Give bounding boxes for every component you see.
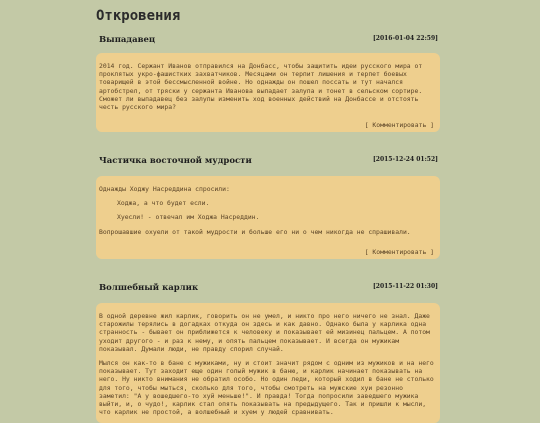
post-date: [2015-12-24 01:52]: [372, 156, 438, 163]
post-title[interactable]: Волшебный карлик: [99, 283, 199, 293]
post-text: 2014 год. Сержант Иванов отправился на Донбасс, чтобы защитить идеи русского мира от проклятых укро-фашистких захватчиков. Месяцами он терпит лишения и терпет боевых товарищей в этой бессмысленной войне. Но однажды он пошел поссать и тут начался артобстрел, от тряски у сержанта Иванова выпадает залупа и тонет в сельском сортире. Сможет ли выпадавец без залупы изменить ход военных действий на Донбассе и отстоять честь русского мира?: [99, 62, 423, 112]
post-card: [96, 176, 440, 259]
post-title[interactable]: Выпадавец: [99, 35, 156, 45]
post-text: Однажды Ходжу Насреддина спросили:: [99, 185, 230, 193]
post-text: Мылся он как-то в бане с мужиками, ну и стоит значит рядом с одним из мужиков и на него показывает. Тут заходит еще один голый мужик в баню, и карлик начинает показывать на него. Ну никто внимания не обратил особо. Но один леди, который ходил в бане не столько для того, чтобы мыться, сколько для того, чтобы смотреть на мужские хуи резонно заметил: "А у вошедшего-то хуй меньше!". И правда! Тогда попросили заведшего мужика выйти, и, о чудо!, карлик стал опять показывать на предыдущего. Так и пришли к мысли, что карлик не простой, а волшебный и хуем у людей сравнивать.: [99, 359, 434, 417]
post-header: [96, 35, 440, 49]
post-date: [2016-01-04 22:59]: [372, 35, 438, 42]
site-title[interactable]: Откровения: [96, 8, 181, 24]
post-title[interactable]: Частичка восточной мудрости: [99, 156, 252, 166]
post-header: [96, 156, 440, 170]
post-text: Вопрошавшие охуели от такой мудрости и больше его ни о чем никогда не спрашивали.: [99, 227, 411, 236]
post-text: В одной деревне жил карлик, говорить он не умел, и никто про него ничего не знал. Даже старожилы терялись в догадках откуда он здесь и как давно. Однако была у карлика одна странность - бывает он приближется к человеку и показывает ей мизинец пальцем. А потом уходит другого - и раз к нему, и опять пальцем показывает. И всегда он мужикам показывал. Думали люди, не правду спорил случай.: [99, 312, 430, 353]
post-card: [96, 303, 440, 423]
post-header: [96, 283, 440, 297]
post-card: [96, 53, 440, 132]
post-date: [2015-11-22 01:30]: [372, 283, 438, 290]
post-text: Ходжа, а что будет если.: [117, 199, 210, 208]
comment-link[interactable]: [ Комментировать ]: [364, 248, 434, 256]
comment-link[interactable]: [ Комментировать ]: [364, 121, 434, 129]
post-text: Хуесли! - отвечал им Ходжа Насреддин.: [117, 213, 260, 222]
